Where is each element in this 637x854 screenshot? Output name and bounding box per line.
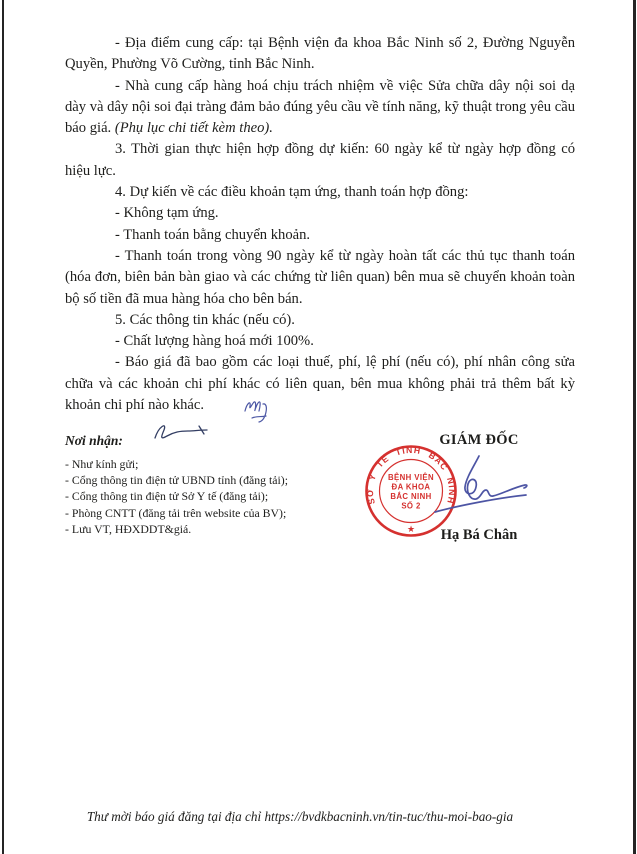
paragraph-payment-terms-heading: 4. Dự kiến về các điều khoản tạm ứng, thanh toán hợp đồng:	[115, 184, 469, 201]
paragraph-bank-transfer: - Thanh toán bằng chuyển khoản.	[115, 226, 311, 243]
stamp-star-icon: ★	[406, 524, 416, 534]
paragraph-supplier-responsibility	[65, 76, 575, 140]
signature-loop-stroke	[465, 456, 527, 499]
recipients-block	[65, 432, 375, 537]
scan-edge-left	[2, 0, 4, 854]
recipients-label: Nơi nhận:	[65, 433, 123, 448]
recipients-list	[65, 456, 375, 537]
director-signature	[432, 452, 532, 527]
flourish-stroke	[155, 426, 207, 438]
stamp-center-line: BẮC NINH	[390, 492, 432, 501]
recipient-item: - Lưu VT, HĐXDDT&giá.	[65, 521, 192, 536]
paragraph-text: - Nhà cung cấp hàng hoá chịu trách nhiệm về việc Sửa chữa dây nội soi dạ dày và dây nội soi đại tràng đảm bảo đúng yêu cầu về tính năng, kỹ thuật trong yêu cầu báo giá.	[65, 77, 575, 137]
document-body	[65, 33, 575, 416]
paragraph-italic-note: (Phụ lục chi tiết kèm theo).	[114, 120, 273, 137]
recipient-item: - Phòng CNTT (đăng tải trên website của BV);	[65, 505, 287, 520]
director-title: GIÁM ĐỐC	[439, 432, 519, 448]
scan-edge-right	[633, 0, 636, 854]
paragraph-price-includes: - Báo giá đã bao gồm các loại thuế, phí, lệ phí (nếu có), phí nhân công sửa chữa và các khoản chi phí khác có liên quan, bên mua không phải trả thêm bất kỳ khoản chi phí nào khác.	[65, 354, 575, 414]
signer-name: Hạ Bá Chân	[440, 527, 518, 543]
paragraph-contract-duration: 3. Thời gian thực hiện hợp đồng dự kiến: 60 ngày kể từ ngày hợp đồng có hiệu lực.	[65, 141, 575, 179]
handwritten-initial-mark	[242, 394, 274, 426]
signature-underline-stroke	[435, 495, 526, 512]
recipient-item: - Cổng thông tin điện tử Sở Y tế (đăng tải);	[65, 489, 269, 504]
footer-note: Thư mời báo giá đăng tại địa chỉ https://bvdkbacninh.vn/tin-tuc/thu-moi-bao-gia	[86, 809, 514, 824]
stamp-center-line: SỐ 2	[401, 501, 421, 511]
paragraph-no-advance: - Không tạm ứng.	[115, 205, 219, 222]
paragraph-quality: - Chất lượng hàng hoá mới 100%.	[115, 333, 314, 350]
paragraph-supply-location: - Địa điểm cung cấp: tại Bệnh viện đa khoa Bắc Ninh số 2, Đường Nguyễn Quyền, Phường Võ Cường, tỉnh Bắc Ninh.	[65, 35, 575, 73]
initial-stroke	[245, 402, 260, 411]
initial-descender	[252, 404, 266, 422]
handwritten-flourish-mark	[150, 421, 212, 445]
stamp-center-line: BỆNH VIỆN	[387, 473, 435, 482]
stamp-center-line: ĐA KHOA	[391, 482, 431, 492]
recipient-item: - Như kính gửi;	[65, 457, 139, 471]
recipient-item: - Cổng thông tin điện tử UBND tỉnh (đăng tải);	[65, 473, 288, 488]
paragraph-other-info-heading: 5. Các thông tin khác (nếu có).	[115, 311, 295, 328]
stamp-ring-text: SỞ Y TẾ TỈNH BẮC NINH	[364, 444, 458, 506]
paragraph-payment-deadline: - Thanh toán trong vòng 90 ngày kể từ ngày hoàn tất các thủ tục thanh toán (hóa đơn, biên bản bàn giao và các chứng từ liên quan) bên mua sẽ chuyển khoản toàn bộ số tiền đã mua hàng hóa cho bên bán.	[65, 247, 575, 307]
